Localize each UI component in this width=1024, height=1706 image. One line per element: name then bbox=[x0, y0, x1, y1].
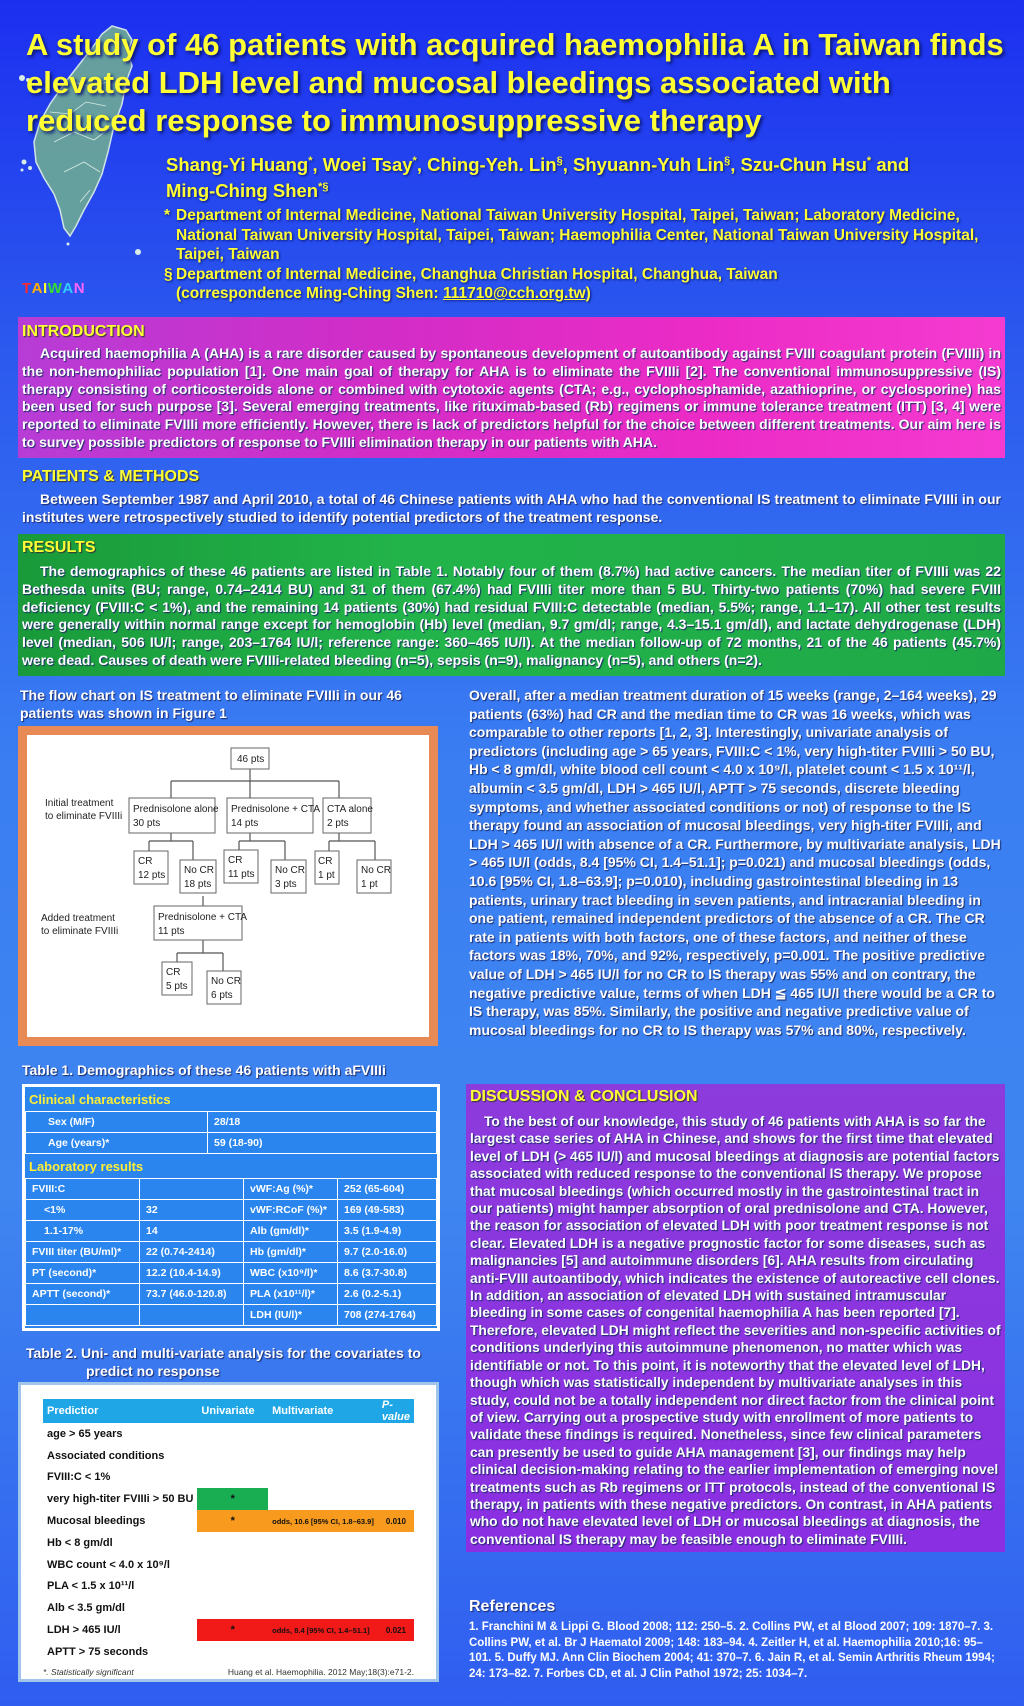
discussion-section bbox=[466, 1084, 1005, 1552]
table-cell bbox=[268, 1488, 378, 1510]
table-cell: Alb < 3.5 gm/dl bbox=[47, 1602, 125, 1615]
table-cell bbox=[197, 1597, 268, 1619]
methods-section bbox=[18, 464, 1005, 531]
flow-cr4-line1: CR bbox=[166, 967, 181, 978]
table-row bbox=[26, 1112, 437, 1133]
table-row bbox=[43, 1423, 414, 1445]
table-2-caption-line1: Table 2. Uni- and multi-variate analysis for the covariates to bbox=[26, 1345, 421, 1361]
table-1-clinical bbox=[25, 1111, 437, 1154]
author-name: Szu-Chun Hsu bbox=[740, 154, 867, 176]
table-row bbox=[43, 1619, 414, 1641]
table-header-cell: Multivariate bbox=[268, 1399, 378, 1423]
table-1-lab-heading: Laboratory results bbox=[29, 1159, 144, 1174]
table-cell: 8.6 (3.7-30.8) bbox=[338, 1263, 437, 1284]
taiwan-letter: A bbox=[31, 280, 44, 297]
table-cell: FVIII:C bbox=[26, 1179, 140, 1200]
table-row bbox=[26, 1221, 437, 1242]
table-cell: 9.7 (2.0-16.0) bbox=[338, 1242, 437, 1263]
results-heading: RESULTS bbox=[22, 539, 96, 556]
table-header-cell: P-value bbox=[378, 1399, 414, 1423]
flow-initial-label-1: Initial treatment bbox=[45, 798, 114, 809]
table-cell: 12.2 (10.4-14.9) bbox=[140, 1263, 244, 1284]
table-row bbox=[43, 1597, 414, 1619]
flow-cr3-line2: 1 pt bbox=[318, 870, 335, 881]
table-cell: Hb < 8 gm/dl bbox=[47, 1536, 113, 1549]
table-1-lab bbox=[25, 1178, 437, 1326]
table-cell: Alb (gm/dl)* bbox=[244, 1221, 338, 1242]
flow-nc4-line1: No CR bbox=[211, 976, 242, 987]
taiwan-wordmark bbox=[22, 280, 85, 297]
table-cell bbox=[378, 1597, 414, 1619]
table-cell: odds, 10.6 [95% CI, 1.8–63.9] bbox=[268, 1510, 378, 1532]
affiliation-mark: * bbox=[164, 207, 171, 224]
table-cell bbox=[378, 1641, 414, 1663]
table-cell: PLA (x10¹¹/l)* bbox=[244, 1284, 338, 1305]
table-2-footnote: *. Statistically significant bbox=[43, 1666, 134, 1677]
taiwan-letter: N bbox=[73, 280, 86, 297]
table-cell bbox=[268, 1445, 378, 1467]
flow-nc2-line1: No CR bbox=[275, 865, 306, 876]
table-cell: vWF:Ag (%)* bbox=[244, 1179, 338, 1200]
flow-b2-line2: 14 pts bbox=[231, 818, 259, 829]
introduction-section bbox=[18, 317, 1005, 458]
table-cell: Associated conditions bbox=[47, 1449, 165, 1462]
discussion-heading: DISCUSSION & CONCLUSION bbox=[470, 1088, 698, 1105]
taiwan-letter: W bbox=[47, 280, 63, 297]
table-cell: PLA < 1.5 x 10¹¹/l bbox=[47, 1580, 135, 1593]
table-cell: 2.6 (0.2-5.1) bbox=[338, 1284, 437, 1305]
author-name: Ming-Ching Shen bbox=[166, 180, 319, 202]
flow-b2-line1: Prednisolone + CTA bbox=[231, 804, 321, 815]
author-name: Shyuann-Yuh Lin bbox=[573, 154, 725, 176]
table-cell: odds, 8.4 [95% CI, 1.4–51.1] bbox=[268, 1619, 378, 1641]
author-mark: * bbox=[308, 155, 313, 167]
table-cell bbox=[140, 1179, 244, 1200]
table-cell: 32 bbox=[140, 1200, 244, 1221]
table-cell: WBC (x10⁹/l)* bbox=[244, 1263, 338, 1284]
table-row bbox=[26, 1305, 437, 1326]
correspondence-email-link[interactable]: 111710@cch.org.tw bbox=[442, 285, 586, 302]
table-cell bbox=[378, 1467, 414, 1489]
table-cell: * bbox=[197, 1619, 268, 1641]
correspondence-suffix: ) bbox=[585, 285, 591, 302]
flow-b1-line1: Prednisolone alone bbox=[133, 804, 219, 815]
table-cell: 22 (0.74-2414) bbox=[140, 1242, 244, 1263]
results-text: The demographics of these 46 patients are listed in Table 1. Notably four of them (8.7%) had active cancers. The median titer of FVIIIi was 22 Bethesda units (BU; range, 0.74–2414 BU) and 31 of them (67.4%) had FVIIIi titer more than 5 BU. Thirty-two patients (70%) had severe FVIII deficiency (FVIII:C < 1%), and the remaining 14 patients (30%) had residual FVIII:C detectable (median, 5.5%; range, 1.1–17). All other test results were generally within normal range except for hemoglobin (Hb) level (median, 9.7 gm/dl; range, 4.3–15.1 gm/dl), and lactate dehydrogenase (LDH) level (median, 506 IU/l; range, 203–1764 IU/l; reference range: 360–465 IU/l). At the median follow-up of 72 months, 21 of the 46 patients (45.7%) were dead. Causes of death were FVIIIi-related bleeding (n=5), sepsis (n=9), malignancy (n=5), and others (n=2). bbox=[22, 563, 1001, 668]
table-header-cell: Predictior bbox=[43, 1399, 197, 1423]
author-and: and bbox=[876, 154, 910, 176]
author-name: Woei Tsay bbox=[322, 154, 413, 176]
flow-added-line1: Prednisolone + CTA bbox=[158, 912, 248, 923]
table-cell: PT (second)* bbox=[26, 1263, 140, 1284]
flow-cr1-line1: CR bbox=[138, 856, 153, 867]
table-cell: FVIII titer (BU/ml)* bbox=[26, 1242, 140, 1263]
affiliations bbox=[164, 206, 1004, 304]
table-header-cell: Univariate bbox=[197, 1399, 268, 1423]
correspondence-prefix: (correspondence Ming-Ching Shen: bbox=[176, 285, 443, 302]
table-row bbox=[43, 1641, 414, 1663]
flow-nc1-line2: 18 pts bbox=[184, 879, 212, 890]
author-mark: § bbox=[556, 155, 563, 167]
table-cell bbox=[197, 1423, 268, 1445]
table-cell bbox=[268, 1597, 378, 1619]
flow-b1-line2: 30 pts bbox=[133, 818, 161, 829]
figure-1-frame bbox=[18, 726, 438, 1046]
author-mark: § bbox=[724, 155, 731, 167]
author-mark: * bbox=[866, 155, 872, 167]
table-cell: <1% bbox=[26, 1200, 140, 1221]
table-row bbox=[26, 1284, 437, 1305]
table-cell bbox=[268, 1641, 378, 1663]
table-row bbox=[26, 1179, 437, 1200]
table-row bbox=[43, 1554, 414, 1576]
flow-added-line2: 11 pts bbox=[158, 926, 185, 937]
affiliation-mark: § bbox=[164, 265, 173, 283]
author-mark: *§ bbox=[318, 181, 329, 194]
discussion-text: To the best of our knowledge, this study of 46 patients with AHA is so far the largest case series of AHA in Chinese, and shows for the first time that elevated level of LDH (> 465 IU/l) and mucosal bleedings at diagnosis are potential factors associated with reduced response to the conventional IS therapy. We propose that mucosal bleedings (which occurred mostly in the gastrointestinal tract in our patients) might hamper absorption of oral prednisolone and CTA. However, the reason for association of elevated LDH with poor treatment response is not clear. Elevated LDH is a negative prognostic factor for some diseases, such as malignancies [5] and autoimmune disorders [6]. AHA results from circulating anti-FVIII autoantibody, which indicates the existence of autoreactive cell clones. In addition, an association of elevated LDH with sustained intramuscular bleeding in some cases of congenital haemophilia A has been reported [7]. Therefore, elevated LDH might reflect the severities and non-specific activities of conditions underlying this autoimmune phenomenon, no matter which was identifiable or not. To this point, it is noteworthy that the elevated level of LDH, though which was statistically independent by multivariate analyses in this study, could not be a totally independent nor direct factor from the clinical point of view. Carrying out a prospective study with enrollment of more patients to validate these findings is required. Nonetheless, since few clinical parameters can presently be used to guide AHA management [3], our findings may help clinical decision-making relating to the earlier implementation of emerging novel treatments such as Rb regimens or ITT protocols, instead of the conventional IS therapy, in patients with these negative predictors. On contrast, in AHA patients who do not have elevated level of LDH or mucosal bleedings at diagnosis, the conventional IS therapy may be feasible enough to eliminate FVIIIi. bbox=[470, 1114, 1001, 1547]
flow-b3-line1: CTA alone bbox=[327, 804, 373, 815]
affiliation-2: Department of Internal Medicine, Changhua Christian Hospital, Changhua, Taiwan bbox=[176, 265, 778, 283]
flow-cr1-line2: 12 pts bbox=[138, 870, 166, 881]
taiwan-letter: A bbox=[62, 280, 74, 297]
results-section bbox=[18, 534, 1005, 676]
table-cell: 59 (18-90) bbox=[208, 1133, 437, 1154]
table-cell: 3.5 (1.9-4.9) bbox=[338, 1221, 437, 1242]
table-cell bbox=[197, 1532, 268, 1554]
results-continued-text: Overall, after a median treatment duration of 15 weeks (range, 2–164 weeks), 29 patients (63%) had CR and the median time to CR was 16 weeks, which was comparable to other reports [1, 2, 3]. Interestingly, univariate analysis of predictors (including age > 65 years, FVIII:C < 1%, very high-titer FVIIIi > 50 BU, Hb < 8 gm/dl, white blood cell count < 4.0 x 10⁹/l, platelet count < 1.5 x 10¹¹/l, albumin < 3.5 gm/dl, LDH > 465 IU/l, APTT > 75 seconds, discrete bleeding symptoms, and whether associated conditions or not) of response to the IS therapy found an association of mucosal bleedings, very high-titer FVIIIi, and LDH > 465 IU/l with absence of a CR. Furthermore, by multivariate analysis, LDH > 465 IU/l (odds, 8.4 [95% CI, 1.4–51.1]; p=0.021) and mucosal bleedings (odds, 10.6 [95% CI, 1.8–63.9]; p=0.010), including gastrointestinal bleeding in 13 patients, urinary tract bleeding in seven patients, and intracranial bleeding in one patient, remained independent predictors of the absence of a CR. The CR rate in patients with both factors, one of these factors, and neither of these factors was 18%, 70%, and 92%, respectively, p=0.001. The positive predictive value of LDH > 465 IU/l for no CR to IS therapy was 55% and on contrary, the negative predictive value, terms of when LDH ≦ 465 IU/l there would be a CR to IS therapy, was 85%. Similarly, the positive and negative predictive value of mucosal bleedings for no CR to IS therapy was 57% and 80%, respectively. bbox=[469, 687, 1001, 1038]
table-cell: FVIII:C < 1% bbox=[47, 1471, 111, 1484]
flow-added-label-1: Added treatment bbox=[41, 913, 115, 924]
introduction-text: Acquired haemophilia A (AHA) is a rare disorder caused by spontaneous development of autoantibody against FVIII coagulant protein (FVIIIi) in the non-hemophiliac population [1]. One main goal of therapy for AHA is to eliminate the FVIIIi [2]. The conventional immunosuppressive (IS) therapy consisting of corticosteroids alone or combined with cytotoxic agents (CTA; e.g., cyclophosphamide, azathioprine, or cyclosporine) has been used for such purpose [3]. Several emerging treatments, like rituximab-based (Rb) regimens or immune tolerance treatment (ITT) [3, 4] were reported to eliminate FVIIIi more efficiently. However, there is lack of predictors helpful for the choice between different treatments. Our aim here is to survey possible predictors of response to FVIIIi elimination therapy in our patients with AHA. bbox=[22, 345, 1001, 450]
table-cell: age > 65 years bbox=[47, 1427, 123, 1440]
table-row bbox=[26, 1242, 437, 1263]
table-cell bbox=[378, 1554, 414, 1576]
table-cell bbox=[197, 1641, 268, 1663]
table-cell: 0.010 bbox=[378, 1510, 414, 1532]
table-cell: 28/18 bbox=[208, 1112, 437, 1133]
references-section bbox=[469, 1598, 1005, 1682]
table-2-citation: Huang et al. Haemophilia. 2012 May;18(3):e71-2. bbox=[227, 1666, 414, 1677]
table-cell bbox=[197, 1445, 268, 1467]
table-cell bbox=[268, 1532, 378, 1554]
table-1 bbox=[22, 1084, 440, 1331]
table-cell: 169 (49-583) bbox=[338, 1200, 437, 1221]
table-cell: WBC count < 4.0 x 10⁹/l bbox=[47, 1558, 170, 1571]
flow-nc2-line2: 3 pts bbox=[275, 879, 297, 890]
flow-added-label-2: to eliminate FVIIIi bbox=[41, 926, 119, 937]
poster-title: A study of 46 patients with acquired haemophilia A in Taiwan finds elevated LDH level and mucosal bleedings associated with reduced response to immunosuppressive therapy bbox=[26, 27, 1004, 138]
table-cell bbox=[268, 1423, 378, 1445]
table-cell: 1.1-17% bbox=[26, 1221, 140, 1242]
author-name: Ching-Yeh. Lin bbox=[427, 154, 557, 176]
table-2-caption bbox=[26, 1344, 446, 1380]
table-cell: LDH > 465 IU/l bbox=[47, 1624, 121, 1637]
table-cell bbox=[378, 1488, 414, 1510]
correspondence bbox=[176, 284, 591, 304]
table-cell: 73.7 (46.0-120.8) bbox=[140, 1284, 244, 1305]
table-cell: Hb (gm/dl)* bbox=[244, 1242, 338, 1263]
table-cell: * bbox=[197, 1488, 268, 1510]
table-2 bbox=[18, 1382, 439, 1682]
author-mark: * bbox=[412, 155, 417, 167]
table-cell: 0.021 bbox=[378, 1619, 414, 1641]
table-cell bbox=[378, 1423, 414, 1445]
affiliation-1: Department of Internal Medicine, National Taiwan University Hospital, Taipei, Taiwan; Laboratory Medicine, National Taiwan University Hospital, Taipei, Taiwan; Haemophilia Center, National Taiwan University Hospital, Taipei, Taiwan bbox=[176, 207, 979, 263]
table-cell: APTT (second)* bbox=[26, 1284, 140, 1305]
table-cell: APTT > 75 seconds bbox=[47, 1645, 149, 1658]
table-2-caption-line2: predict no response bbox=[86, 1363, 220, 1379]
flow-b3-line2: 2 pts bbox=[327, 818, 349, 829]
table-row bbox=[43, 1532, 414, 1554]
table-row bbox=[26, 1263, 437, 1284]
table-cell bbox=[378, 1532, 414, 1554]
table-1-caption: Table 1. Demographics of these 46 patients with aFVIIIi bbox=[22, 1062, 386, 1078]
flow-nc3-line2: 1 pt bbox=[361, 879, 378, 890]
author-list: Shang-Yi Huang*, Woei Tsay*, Ching-Yeh. Lin§, Shyuann-Yuh Lin§, Szu-Chun Hsu* and Ming-Ching Shen*§ bbox=[166, 154, 910, 202]
table-row bbox=[43, 1510, 414, 1532]
table-cell bbox=[197, 1554, 268, 1576]
table-cell: 252 (65-604) bbox=[338, 1179, 437, 1200]
table-cell: vWF:RCoF (%)* bbox=[244, 1200, 338, 1221]
table-cell bbox=[378, 1445, 414, 1467]
taiwan-letter: T bbox=[22, 280, 32, 297]
table-cell bbox=[197, 1467, 268, 1489]
introduction-heading: INTRODUCTION bbox=[22, 323, 145, 340]
table-cell bbox=[26, 1305, 140, 1326]
table-cell bbox=[268, 1554, 378, 1576]
table-cell: LDH (IU/l)* bbox=[244, 1305, 338, 1326]
flow-cr4-line2: 5 pts bbox=[166, 981, 188, 992]
figure-1-flowchart bbox=[27, 735, 429, 1037]
table-row bbox=[26, 1133, 437, 1154]
table-cell: * bbox=[197, 1510, 268, 1532]
methods-heading: PATIENTS & METHODS bbox=[22, 468, 200, 485]
table-row bbox=[43, 1576, 414, 1598]
table-cell: Sex (M/F) bbox=[26, 1112, 208, 1133]
flow-cr2-line2: 11 pts bbox=[228, 869, 255, 880]
flow-nc3-line1: No CR bbox=[361, 865, 392, 876]
table-cell bbox=[268, 1576, 378, 1598]
table-cell: 14 bbox=[140, 1221, 244, 1242]
table-row bbox=[43, 1467, 414, 1489]
table-cell bbox=[140, 1305, 244, 1326]
flow-initial-label-2: to eliminate FVIIIi bbox=[45, 811, 123, 822]
table-row bbox=[26, 1200, 437, 1221]
author-name: Shang-Yi Huang bbox=[166, 154, 309, 176]
table-cell: 708 (274-1764) bbox=[338, 1305, 437, 1326]
flowchart-caption: The flow chart on IS treatment to eliminate FVIIIi in our 46 patients was shown in Figure 1 bbox=[20, 687, 402, 721]
table-cell bbox=[378, 1576, 414, 1598]
methods-text: Between September 1987 and April 2010, a total of 46 Chinese patients with AHA who had the conventional IS treatment to eliminate FVIIIi in our institutes were retrospectively studied to identify potential predictors of the treatment response. bbox=[22, 491, 1001, 525]
table-cell: very high-titer FVIIIi > 50 BU bbox=[47, 1493, 194, 1506]
table-row bbox=[43, 1488, 414, 1510]
flow-nc1-line1: No CR bbox=[184, 865, 215, 876]
references-text: 1. Franchini M & Lippi G. Blood 2008; 112: 250–5. 2. Collins PW, et al Blood 2007; 109: 1870–7. 3. Collins PW, et al. Br J Haematol 2009; 148: 183–94. 4. Zeitler H, et al. Haemophilia 2010;16: 95–101. 5. Duffy MJ. Ann Clin Biochem 2004; 41: 370–7. 6. Jain R, et al. Semin Arthritis Rheum 1994; 24: 173–82. 7. Forbes CD, et al. J Clin Pathol 1972; 25: 1034–7. bbox=[469, 1621, 995, 1680]
flow-nc4-line2: 6 pts bbox=[211, 990, 233, 1001]
taiwan-letter: I bbox=[43, 280, 48, 297]
flow-root-label: 46 pts bbox=[237, 754, 265, 765]
table-cell: Mucosal bleedings bbox=[47, 1515, 146, 1528]
table-1-clinical-heading: Clinical characteristics bbox=[29, 1092, 171, 1107]
table-cell bbox=[268, 1467, 378, 1489]
flow-cr3-line1: CR bbox=[318, 856, 333, 867]
table-cell bbox=[197, 1576, 268, 1598]
table-cell: Age (years)* bbox=[26, 1133, 208, 1154]
flow-cr2-line1: CR bbox=[228, 855, 243, 866]
table-row bbox=[43, 1445, 414, 1467]
references-heading: References bbox=[469, 1598, 556, 1615]
